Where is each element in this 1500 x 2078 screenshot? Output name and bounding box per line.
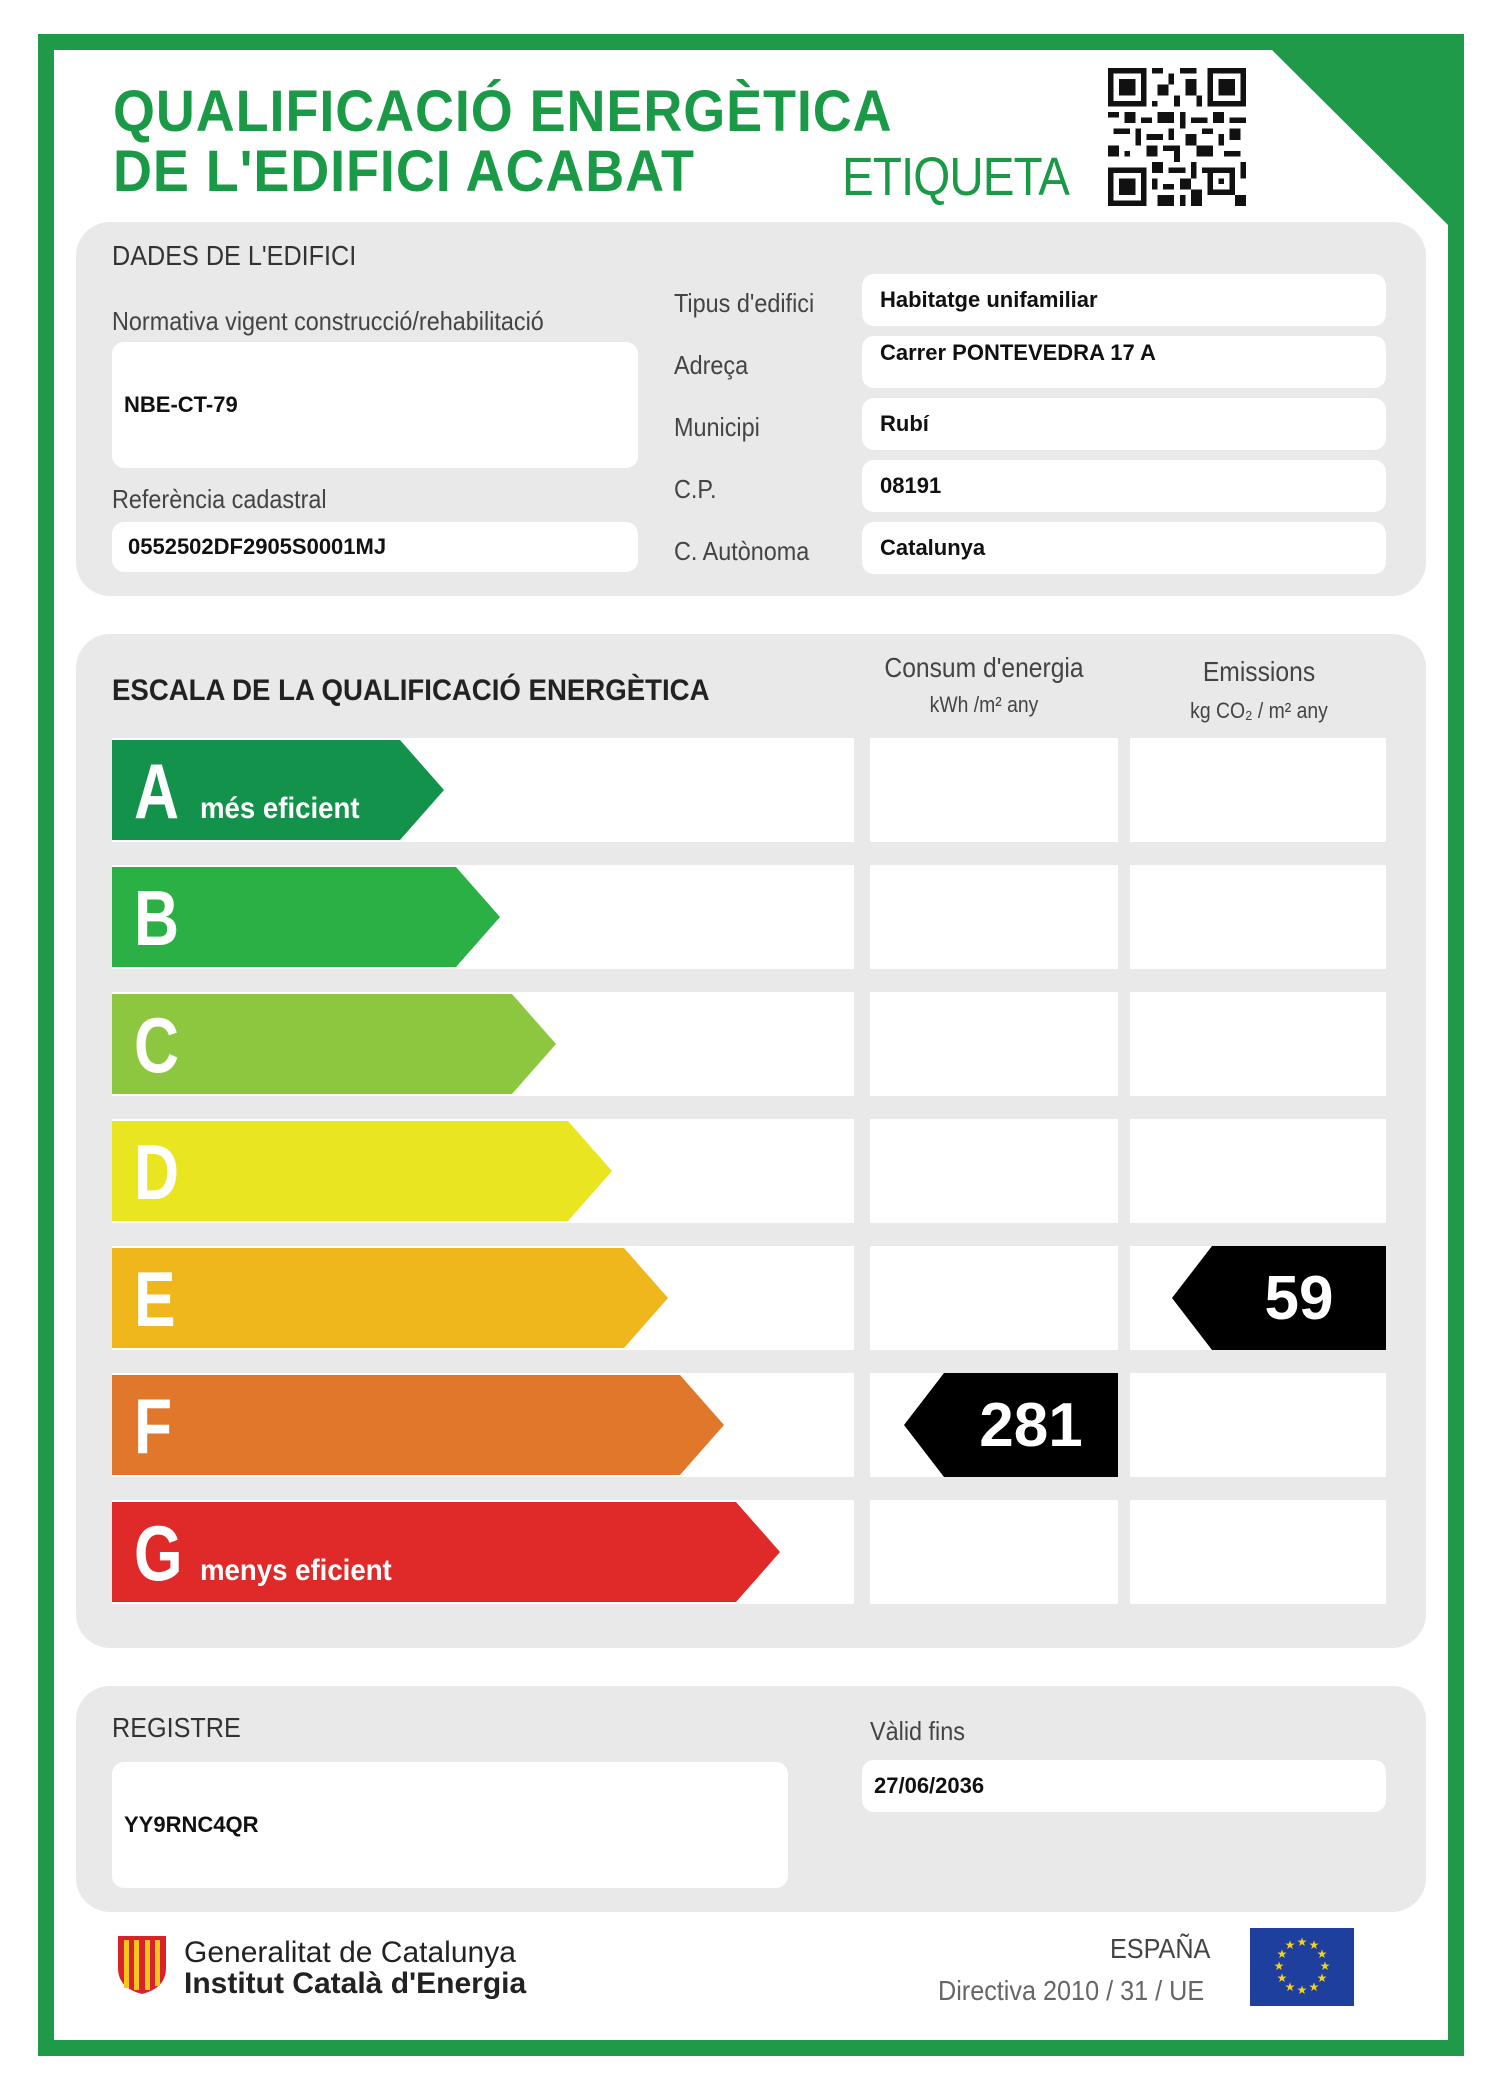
scale-arrow-f [112,1375,768,1479]
emissions-cell-d [1130,1119,1386,1223]
tipus-field: Habitatge unifamiliar [862,274,1386,326]
generalitat-logo [114,1932,170,1996]
cp-label: C.P. [674,474,717,504]
adreca-field: Carrer PONTEVEDRA 17 A [862,336,1386,388]
scale-title: ESCALA DE LA QUALIFICACIÓ ENERGÈTICA [112,674,710,707]
scale-arrow-c [112,994,600,1098]
emissions-cell-b [1130,865,1386,969]
valid-label: Vàlid fins [870,1716,965,1746]
emissions-cell-f [1130,1373,1386,1477]
emissions-cell-a [1130,738,1386,842]
autonoma-label: C. Autònoma [674,536,810,566]
scale-text-g: menys eficient [200,1554,392,1587]
svg-text:★: ★ [1276,1971,1288,1985]
adreca-label: Adreça [674,350,749,380]
municipi-field: Rubí [862,398,1386,450]
svg-text:★: ★ [1284,1938,1296,1952]
title-line-2: DE L'EDIFICI ACABAT [113,139,695,204]
footer-generalitat: Generalitat de Catalunya [184,1936,516,1969]
building-section-title: DADES DE L'EDIFICI [112,240,357,271]
svg-text:★: ★ [1296,1935,1308,1949]
cadastral-label: Referència cadastral [112,484,327,514]
scale-text-a: més eficient [200,792,360,825]
consum-unit: kWh /m² any [929,692,1039,717]
autonoma-field: Catalunya [862,522,1386,574]
scale-letter-b: B [134,874,180,962]
footer-directive: Directiva 2010 / 31 / UE [938,1975,1205,2006]
consum-cell-e [870,1246,1118,1350]
consum-header: Consum d'energia [884,652,1084,683]
valid-field: 27/06/2036 [862,1760,1386,1812]
footer-institut: Institut Català d'Energia [184,1967,527,2000]
consum-cell-a [870,738,1118,842]
consum-cell-d [870,1119,1118,1223]
scale-letter-f: F [134,1382,173,1470]
title-line-1: QUALIFICACIÓ ENERGÈTICA [113,79,893,144]
corner-triangle [1272,50,1448,225]
municipi-label: Municipi [674,412,760,442]
scale-letter-c: C [134,1001,180,1089]
emissions-unit: kg CO₂ / m² any [1190,698,1328,723]
scale-letter-d: D [134,1128,180,1216]
svg-text:★: ★ [1273,1959,1285,1973]
etiqueta-label: ETIQUETA [842,147,1070,207]
consum-cell-b [870,865,1118,969]
eu-flag-icon [1250,1928,1354,2006]
svg-text:★: ★ [1308,1980,1320,1994]
scale-letter-e: E [134,1255,176,1343]
consum-value: 281 [979,1391,1083,1460]
emissions-value: 59 [1264,1264,1334,1333]
svg-text:★: ★ [1316,1947,1328,1961]
emissions-cell-g [1130,1500,1386,1604]
consum-cell-g [870,1500,1118,1604]
emissions-header: Emissions [1202,656,1316,687]
emissions-cell-c [1130,992,1386,1096]
scale-letter-a: A [134,747,180,835]
scale-letter-g: G [134,1509,183,1597]
normativa-field: NBE-CT-79 [112,342,638,468]
cp-field: 08191 [862,460,1386,512]
svg-text:★: ★ [1316,1971,1328,1985]
svg-text:★: ★ [1276,1947,1288,1961]
registre-field: YY9RNC4QR [112,1762,788,1888]
consum-cell-c [870,992,1118,1096]
footer-country: ESPAÑA [1110,1933,1211,1964]
tipus-label: Tipus d'edifici [674,288,815,318]
registre-label: REGISTRE [112,1712,241,1743]
qr-code-icon [1108,68,1246,206]
svg-text:★: ★ [1319,1959,1331,1973]
svg-text:★: ★ [1284,1980,1296,1994]
cadastral-field: 0552502DF2905S0001MJ [112,522,638,572]
svg-text:★: ★ [1296,1983,1308,1997]
scale-arrow-e [112,1248,712,1352]
svg-text:★: ★ [1308,1938,1320,1952]
scale-arrow-d [112,1121,656,1225]
normativa-label: Normativa vigent construcció/rehabilitació [112,306,544,336]
